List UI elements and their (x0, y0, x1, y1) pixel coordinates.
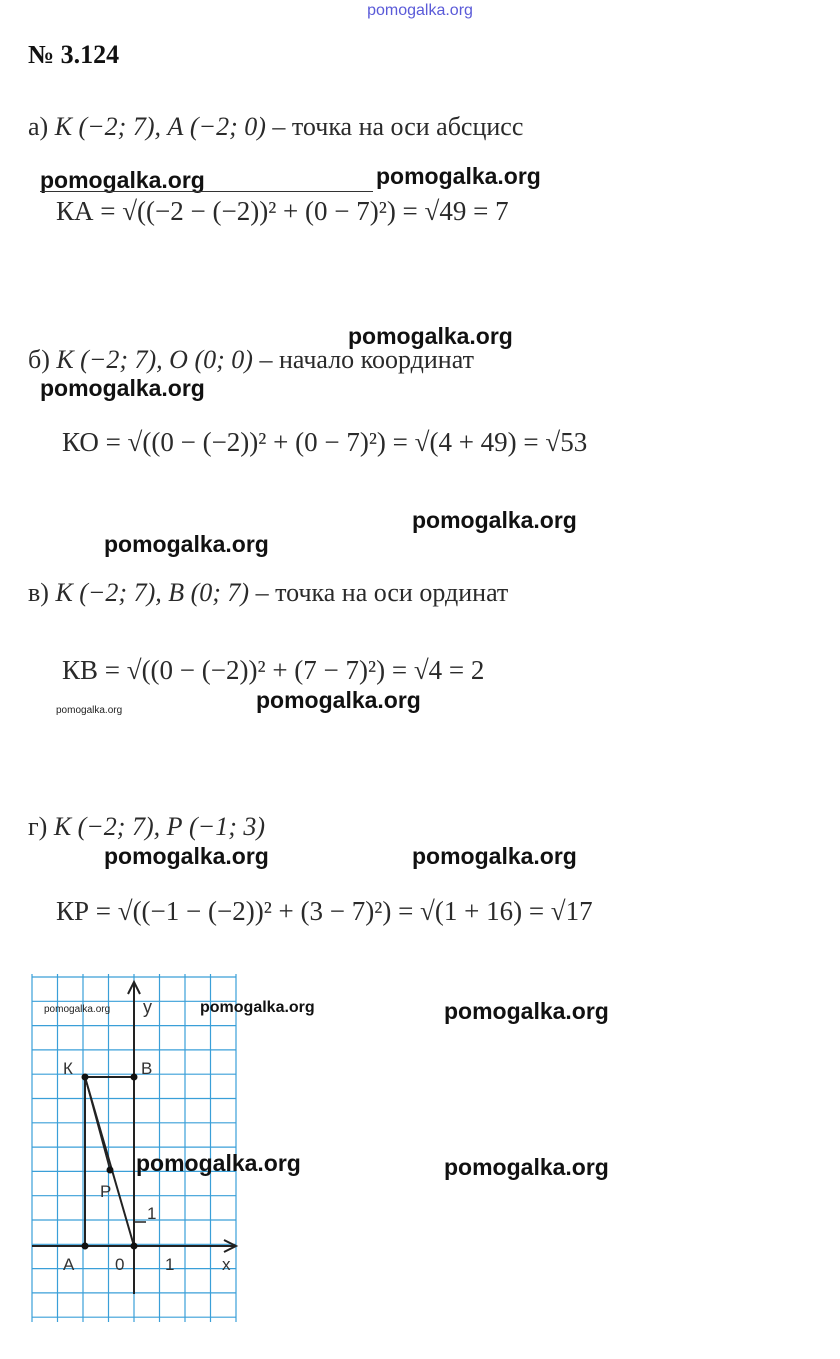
part-a-label: а) (28, 112, 49, 141)
point-k (82, 1074, 89, 1081)
label-k: К (63, 1059, 73, 1078)
tick-y-label: 1 (147, 1204, 157, 1223)
label-p: P (100, 1182, 112, 1201)
watermark-medium: pomogalka.org (200, 999, 315, 1016)
problem-number: № 3.124 (28, 40, 120, 69)
watermark: pomogalka.org (376, 163, 541, 189)
watermark: pomogalka.org (348, 323, 513, 349)
part-v-line (28, 578, 508, 608)
watermark: pomogalka.org (256, 687, 421, 713)
point-o (131, 1243, 138, 1250)
part-b-points: К (−2; 7), О (0; 0) (56, 345, 253, 374)
point-p (107, 1167, 114, 1174)
part-v-desc: – точка на оси ординат (255, 578, 509, 607)
part-b-desc: – начало координат (259, 345, 474, 374)
part-v-formula: КВ = √((0 − (−2))² + (7 − 7)²) = √4 = 2 (62, 655, 485, 685)
watermark: pomogalka.org (104, 531, 269, 557)
label-origin: 0 (115, 1255, 125, 1274)
label-b: B (141, 1059, 153, 1078)
part-a-points: К (−2; 7), А (−2; 0) (54, 112, 266, 141)
watermark: pomogalka.org (136, 1150, 301, 1176)
tick-x-label: 1 (165, 1255, 175, 1274)
part-b-line (28, 345, 474, 375)
part-v-label: в) (28, 578, 49, 607)
watermark: pomogalka.org (40, 375, 205, 401)
point-a (82, 1243, 89, 1250)
label-a: A (63, 1255, 75, 1274)
watermark-small: pomogalka.org (44, 1004, 111, 1015)
part-b-formula: КО = √((0 − (−2))² + (0 − 7)²) = √(4 + 49) = √53 (62, 427, 588, 457)
divider-line (40, 191, 373, 192)
watermark: pomogalka.org (444, 1154, 609, 1180)
part-a-desc: – точка на оси абсцисс (272, 112, 524, 141)
y-axis-label: y (143, 997, 152, 1017)
part-g-formula: КР = √((−1 − (−2))² + (3 − 7)²) = √(1 + 16) = √17 (56, 896, 593, 926)
x-axis-label: x (222, 1255, 231, 1274)
part-a-line (28, 112, 523, 142)
site-header[interactable]: pomogalka.org (367, 2, 473, 19)
part-v-points: К (−2; 7), В (0; 7) (55, 578, 250, 607)
watermark: pomogalka.org (412, 843, 577, 869)
coordinate-graph (28, 972, 240, 1324)
watermark: pomogalka.org (412, 507, 577, 533)
segment-kp (85, 1077, 110, 1170)
watermark: pomogalka.org (444, 998, 609, 1024)
part-g-points: К (−2; 7), Р (−1; 3) (53, 812, 266, 841)
part-g-label: г) (28, 812, 48, 841)
watermark: pomogalka.org (104, 843, 269, 869)
watermark: pomogalka.org (40, 167, 205, 193)
part-a-formula: КА = √((−2 − (−2))² + (0 − 7)²) = √49 = 7 (56, 196, 509, 226)
watermark-small: pomogalka.org (56, 705, 123, 716)
part-g-line (28, 812, 265, 842)
point-b (131, 1074, 138, 1081)
part-b-label: б) (28, 345, 50, 374)
